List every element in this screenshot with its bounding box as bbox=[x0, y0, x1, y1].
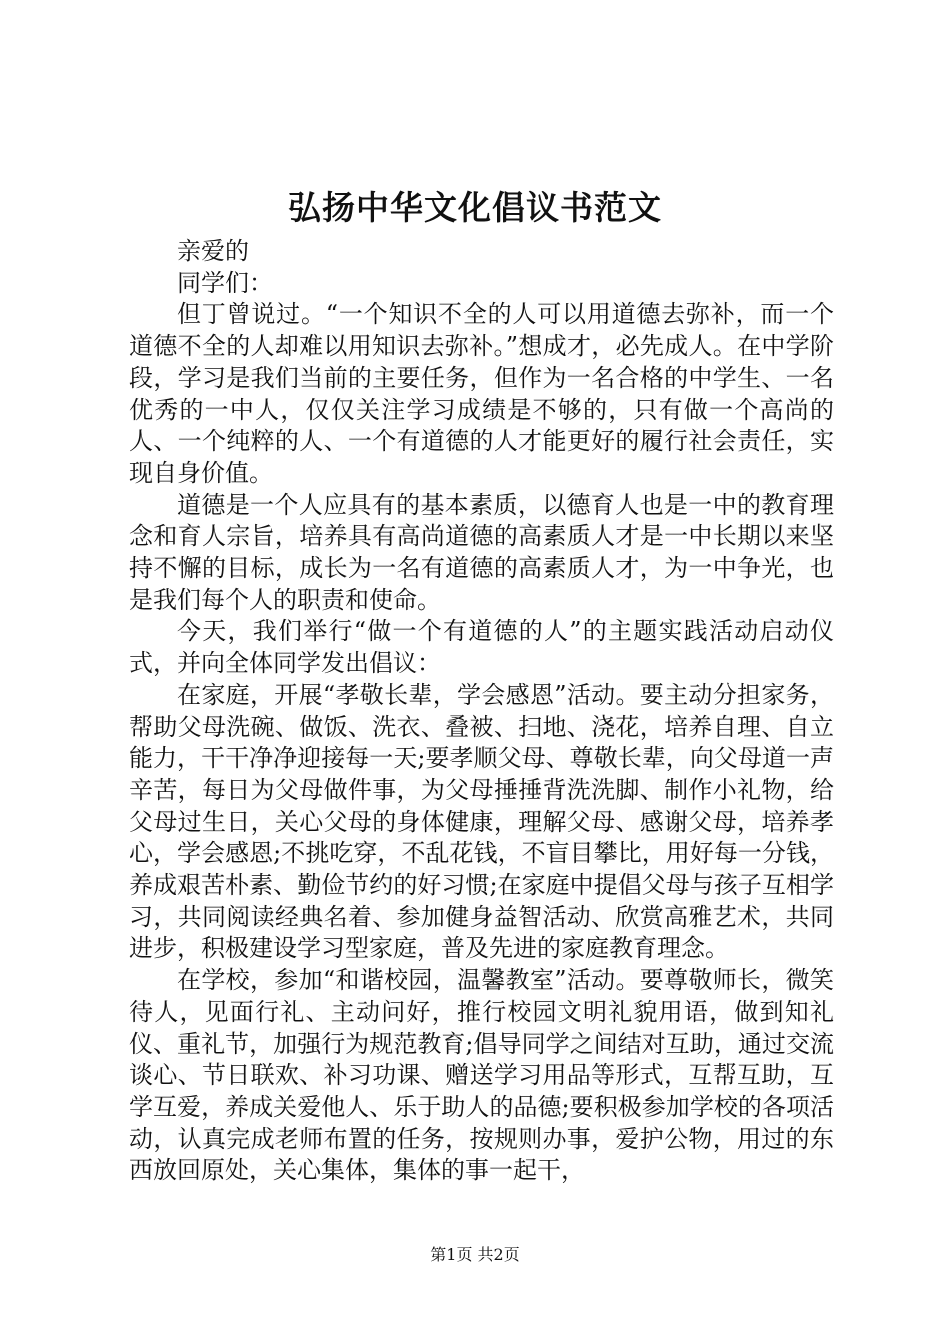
document-body bbox=[129, 236, 834, 1187]
document-title: 弘扬中华文化倡议书范文 bbox=[288, 188, 662, 227]
body-paragraph: 今天，我们举行“做一个有道德的人”的主题实践活动启动仪式，并向全体同学发出倡议： bbox=[129, 617, 834, 678]
body-paragraph: 但丁曾说过。“一个知识不全的人可以用道德去弥补，而一个道德不全的人却难以用知识去弥补。”想成才，必先成人。在中学阶段，学习是我们当前的主要任务，但作为一名合格的中学生、一名优秀的一中人，仅仅关注学习成绩是不够的，只有做一个高尚的人、一个纯粹的人、一个有道德的人才能更好的履行社会责任，实现自身价值。 bbox=[129, 300, 834, 487]
body-paragraph: 道德是一个人应具有的基本素质，以德育人也是一中的教育理念和育人宗旨，培养具有高尚道德的高素质人才是一中长期以来坚持不懈的目标，成长为一名有道德的高素质人才，为一中争光，也是我们每个人的职责和使命。 bbox=[129, 490, 834, 614]
body-paragraph: 在学校，参加“和谐校园，温馨教室”活动。要尊敬师长，微笑待人，见面行礼、主动问好，推行校园文明礼貌用语，做到知礼仪、重礼节，加强行为规范教育;倡导同学之间结对互助，通过交流谈心、节日联欢、补习功课、赠送学习用品等形式，互帮互助，互学互爱，养成关爱他人、乐于助人的品德;要积极参加学校的各项活动，认真完成老师布置的任务，按规则办事，爱护公物，用过的东西放回原处，关心集体，集体的事一起干， bbox=[129, 966, 834, 1185]
page-number: 第1页 共2页 bbox=[430, 1245, 520, 1264]
salutation-line: 亲爱的 bbox=[177, 237, 249, 265]
salutation-line: 同学们： bbox=[177, 268, 273, 297]
body-paragraph: 在家庭，开展“孝敬长辈，学会感恩”活动。要主动分担家务，帮助父母洗碗、做饭、洗衣、叠被、扫地、浇花，培养自理、自立能力，干干净净迎接每一天;要孝顺父母、尊敬长辈，向父母道一声辛苦，每日为父母做件事，为父母捶捶背洗洗脚、制作小礼物，给父母过生日，关心父母的身体健康，理解父母、感谢父母，培养孝心，学会感恩;不挑吃穿，不乱花钱，不盲目攀比，用好每一分钱，养成艰苦朴素、勤俭节约的好习惯;在家庭中提倡父母与孩子互相学习，共同阅读经典名着、参加健身益智活动、欣赏高雅艺术，共同进步，积极建设学习型家庭，普及先进的家庭教育理念。 bbox=[129, 680, 834, 963]
